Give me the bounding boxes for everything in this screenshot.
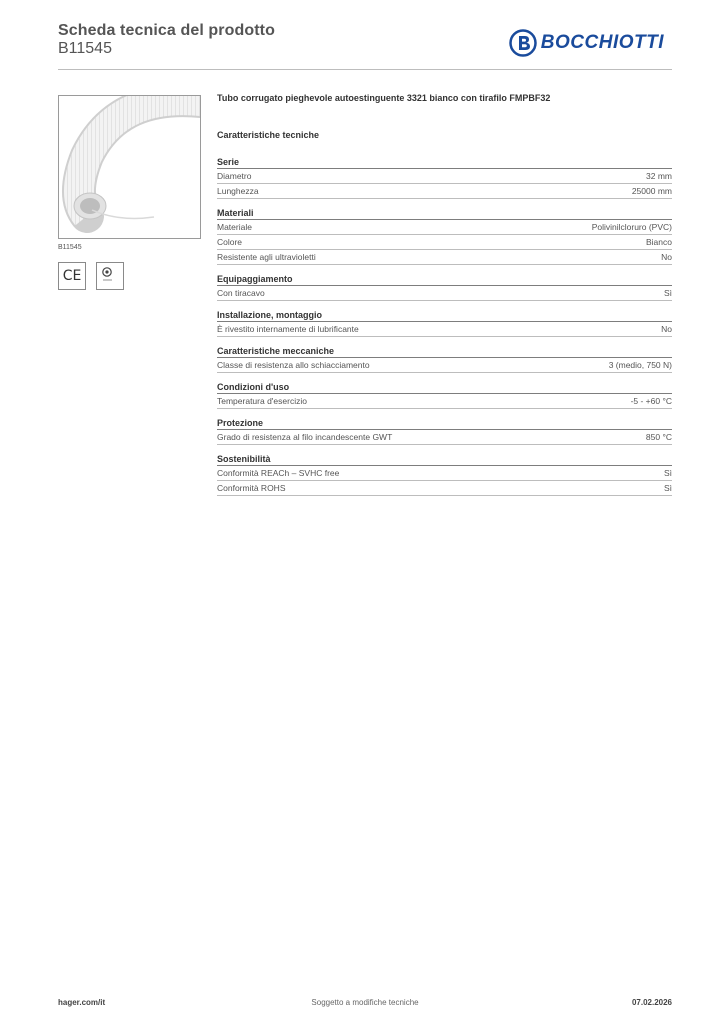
spec-value: Sì bbox=[663, 288, 672, 298]
section-title: Condizioni d'uso bbox=[217, 381, 672, 394]
spec-label: Materiale bbox=[217, 222, 252, 232]
tech-heading: Caratteristiche tecniche bbox=[217, 130, 320, 140]
spec-section bbox=[217, 381, 672, 409]
ce-mark-icon: CE bbox=[58, 262, 86, 290]
spec-label: Diametro bbox=[217, 171, 252, 181]
product-photo bbox=[58, 95, 201, 239]
spec-row bbox=[217, 235, 672, 250]
spec-row bbox=[217, 322, 672, 337]
spec-value: 850 °C bbox=[645, 432, 672, 442]
spec-value: 25000 mm bbox=[631, 186, 672, 196]
spec-value: Polivinilcloruro (PVC) bbox=[591, 222, 672, 232]
section-title: Serie bbox=[217, 156, 672, 169]
spec-label: Resistente agli ultravioletti bbox=[217, 252, 316, 262]
footer-website: hager.com/it bbox=[58, 998, 106, 1007]
spec-value: 3 (medio, 750 N) bbox=[608, 360, 672, 370]
spec-row bbox=[217, 220, 672, 235]
footer-notice: Soggetto a modifiche tecniche bbox=[311, 998, 419, 1007]
spec-label: Lunghezza bbox=[217, 186, 259, 196]
spec-section bbox=[217, 309, 672, 337]
spec-label: Temperatura d'esercizio bbox=[217, 396, 307, 406]
section-title: Protezione bbox=[217, 417, 672, 430]
spec-value: Sì bbox=[663, 468, 672, 478]
spec-label: Con tiracavo bbox=[217, 288, 265, 298]
section-title: Installazione, montaggio bbox=[217, 309, 672, 322]
spec-row bbox=[217, 169, 672, 184]
spec-row bbox=[217, 481, 672, 496]
spec-row bbox=[217, 250, 672, 265]
spec-content bbox=[217, 93, 672, 504]
photo-caption: B11545 bbox=[58, 244, 82, 251]
spec-section bbox=[217, 453, 672, 496]
section-title: Caratteristiche meccaniche bbox=[217, 345, 672, 358]
spec-label: Colore bbox=[217, 237, 243, 247]
spec-label: Classe di resistenza allo schiacciamento bbox=[217, 360, 370, 370]
spec-value: Bianco bbox=[646, 237, 672, 247]
spec-section bbox=[217, 207, 672, 265]
page-header bbox=[58, 20, 672, 70]
footer-date: 07.02.2026 bbox=[631, 998, 672, 1007]
spec-section bbox=[217, 273, 672, 301]
spec-value: -5 - +60 °C bbox=[630, 396, 672, 406]
section-title: Sostenibilità bbox=[217, 453, 672, 466]
page-title: Scheda tecnica del prodotto bbox=[58, 22, 275, 39]
spec-label: Conformità REACh – SVHC free bbox=[217, 468, 340, 478]
spec-row bbox=[217, 184, 672, 199]
spec-value: No bbox=[661, 324, 672, 334]
spec-value: 32 mm bbox=[646, 171, 672, 181]
spec-label: Grado di resistenza al filo incandescente GWT bbox=[217, 432, 393, 442]
spec-row bbox=[217, 394, 672, 409]
product-code: B11545 bbox=[58, 40, 112, 57]
spec-row bbox=[217, 430, 672, 445]
spec-section bbox=[217, 156, 672, 199]
spec-value: Sì bbox=[663, 483, 672, 493]
spec-section bbox=[217, 345, 672, 373]
brand-logo-icon bbox=[509, 29, 537, 57]
brand-logo-text: BOCCHIOTTI bbox=[540, 32, 664, 53]
spec-section bbox=[217, 417, 672, 445]
section-title: Equipaggiamento bbox=[217, 273, 672, 286]
section-title: Materiali bbox=[217, 207, 672, 220]
brand-logo bbox=[509, 28, 664, 58]
imq-mark-icon bbox=[96, 262, 124, 290]
spec-row bbox=[217, 286, 672, 301]
spec-value: No bbox=[661, 252, 672, 262]
spec-sections bbox=[217, 156, 672, 496]
spec-row bbox=[217, 466, 672, 481]
product-title: Tubo corrugato pieghevole autoestinguente 3321 bianco con tirafilo FMPBF32 bbox=[217, 93, 551, 103]
page-footer bbox=[58, 994, 672, 1010]
spec-row bbox=[217, 358, 672, 373]
spec-label: È rivestito internamente di lubrificante bbox=[217, 324, 359, 334]
spec-label: Conformità ROHS bbox=[217, 483, 286, 493]
